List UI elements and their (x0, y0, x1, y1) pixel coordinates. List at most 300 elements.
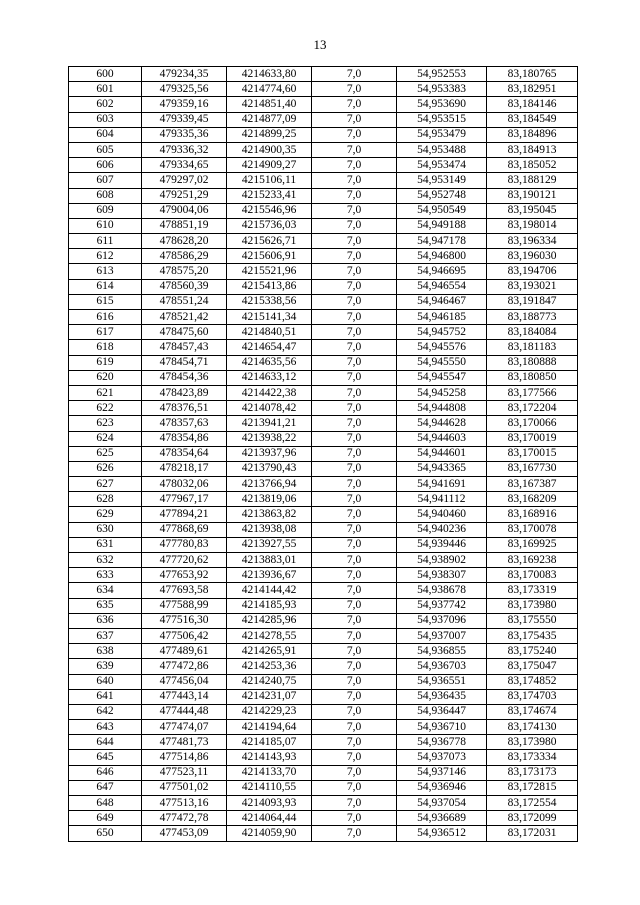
offset-cell: 7,0 (312, 142, 397, 157)
table-row (69, 188, 578, 203)
longitude-cell: 83,168916 (487, 507, 578, 522)
point-number-cell: 640 (69, 674, 142, 689)
latitude-cell: 54,946554 (397, 279, 487, 294)
latitude-cell: 54,936512 (397, 826, 487, 841)
x-coordinate-cell: 477506,42 (142, 628, 227, 643)
y-coordinate-cell: 4214194,64 (227, 720, 312, 735)
longitude-cell: 83,173980 (487, 735, 578, 750)
table-row (69, 401, 578, 416)
y-coordinate-cell: 4214774,60 (227, 82, 312, 97)
x-coordinate-cell: 477472,78 (142, 811, 227, 826)
offset-cell: 7,0 (312, 416, 397, 431)
offset-cell: 7,0 (312, 811, 397, 826)
offset-cell: 7,0 (312, 234, 397, 249)
point-number-cell: 642 (69, 704, 142, 719)
point-number-cell: 613 (69, 264, 142, 279)
point-number-cell: 643 (69, 720, 142, 735)
longitude-cell: 83,184084 (487, 325, 578, 340)
point-number-cell: 601 (69, 82, 142, 97)
table-row (69, 644, 578, 659)
x-coordinate-cell: 478521,42 (142, 310, 227, 325)
point-number-cell: 649 (69, 811, 142, 826)
latitude-cell: 54,953474 (397, 158, 487, 173)
x-coordinate-cell: 477481,73 (142, 735, 227, 750)
offset-cell: 7,0 (312, 765, 397, 780)
x-coordinate-cell: 477780,83 (142, 537, 227, 552)
y-coordinate-cell: 4213938,08 (227, 522, 312, 537)
x-coordinate-cell: 479339,45 (142, 112, 227, 127)
x-coordinate-cell: 477443,14 (142, 689, 227, 704)
latitude-cell: 54,953515 (397, 112, 487, 127)
x-coordinate-cell: 477516,30 (142, 613, 227, 628)
point-number-cell: 637 (69, 628, 142, 643)
latitude-cell: 54,941112 (397, 492, 487, 507)
offset-cell: 7,0 (312, 127, 397, 142)
coordinates-table-body (69, 67, 578, 842)
y-coordinate-cell: 4214185,07 (227, 735, 312, 750)
x-coordinate-cell: 478586,29 (142, 249, 227, 264)
y-coordinate-cell: 4214633,12 (227, 370, 312, 385)
latitude-cell: 54,953479 (397, 127, 487, 142)
table-row (69, 218, 578, 233)
latitude-cell: 54,952748 (397, 188, 487, 203)
point-number-cell: 625 (69, 446, 142, 461)
point-number-cell: 614 (69, 279, 142, 294)
latitude-cell: 54,945550 (397, 355, 487, 370)
point-number-cell: 619 (69, 355, 142, 370)
latitude-cell: 54,946467 (397, 294, 487, 309)
longitude-cell: 83,190121 (487, 188, 578, 203)
offset-cell: 7,0 (312, 628, 397, 643)
offset-cell: 7,0 (312, 431, 397, 446)
y-coordinate-cell: 4213883,01 (227, 553, 312, 568)
longitude-cell: 83,181183 (487, 340, 578, 355)
x-coordinate-cell: 477588,99 (142, 598, 227, 613)
offset-cell: 7,0 (312, 583, 397, 598)
x-coordinate-cell: 478475,60 (142, 325, 227, 340)
point-number-cell: 620 (69, 370, 142, 385)
table-row (69, 97, 578, 112)
longitude-cell: 83,188773 (487, 310, 578, 325)
table-row (69, 537, 578, 552)
x-coordinate-cell: 478357,63 (142, 416, 227, 431)
y-coordinate-cell: 4214059,90 (227, 826, 312, 841)
point-number-cell: 602 (69, 97, 142, 112)
y-coordinate-cell: 4215338,56 (227, 294, 312, 309)
longitude-cell: 83,170066 (487, 416, 578, 431)
longitude-cell: 83,168209 (487, 492, 578, 507)
table-row (69, 553, 578, 568)
point-number-cell: 607 (69, 173, 142, 188)
table-row (69, 203, 578, 218)
x-coordinate-cell: 478032,06 (142, 477, 227, 492)
table-row (69, 294, 578, 309)
latitude-cell: 54,936435 (397, 689, 487, 704)
offset-cell: 7,0 (312, 112, 397, 127)
y-coordinate-cell: 4214635,56 (227, 355, 312, 370)
x-coordinate-cell: 479251,29 (142, 188, 227, 203)
point-number-cell: 605 (69, 142, 142, 157)
x-coordinate-cell: 477513,16 (142, 796, 227, 811)
y-coordinate-cell: 4214285,96 (227, 613, 312, 628)
x-coordinate-cell: 477501,02 (142, 780, 227, 795)
x-coordinate-cell: 479325,56 (142, 82, 227, 97)
offset-cell: 7,0 (312, 537, 397, 552)
y-coordinate-cell: 4213941,21 (227, 416, 312, 431)
y-coordinate-cell: 4214840,51 (227, 325, 312, 340)
latitude-cell: 54,937073 (397, 750, 487, 765)
offset-cell: 7,0 (312, 264, 397, 279)
table-row (69, 416, 578, 431)
offset-cell: 7,0 (312, 659, 397, 674)
table-row (69, 264, 578, 279)
x-coordinate-cell: 477693,58 (142, 583, 227, 598)
table-row (69, 522, 578, 537)
longitude-cell: 83,194706 (487, 264, 578, 279)
coordinates-table (68, 66, 578, 842)
table-row (69, 583, 578, 598)
longitude-cell: 83,169925 (487, 537, 578, 552)
point-number-cell: 647 (69, 780, 142, 795)
x-coordinate-cell: 477453,09 (142, 826, 227, 841)
offset-cell: 7,0 (312, 461, 397, 476)
table-row (69, 340, 578, 355)
point-number-cell: 627 (69, 477, 142, 492)
offset-cell: 7,0 (312, 507, 397, 522)
longitude-cell: 83,175047 (487, 659, 578, 674)
longitude-cell: 83,177566 (487, 385, 578, 400)
x-coordinate-cell: 478560,39 (142, 279, 227, 294)
point-number-cell: 645 (69, 750, 142, 765)
longitude-cell: 83,188129 (487, 173, 578, 188)
y-coordinate-cell: 4214240,75 (227, 674, 312, 689)
x-coordinate-cell: 478376,51 (142, 401, 227, 416)
longitude-cell: 83,184896 (487, 127, 578, 142)
table-row (69, 735, 578, 750)
longitude-cell: 83,169238 (487, 553, 578, 568)
latitude-cell: 54,938678 (397, 583, 487, 598)
longitude-cell: 83,193021 (487, 279, 578, 294)
table-row (69, 370, 578, 385)
x-coordinate-cell: 478423,89 (142, 385, 227, 400)
x-coordinate-cell: 477653,92 (142, 568, 227, 583)
x-coordinate-cell: 479334,65 (142, 158, 227, 173)
longitude-cell: 83,173334 (487, 750, 578, 765)
point-number-cell: 615 (69, 294, 142, 309)
offset-cell: 7,0 (312, 97, 397, 112)
table-row (69, 750, 578, 765)
latitude-cell: 54,953149 (397, 173, 487, 188)
latitude-cell: 54,953690 (397, 97, 487, 112)
offset-cell: 7,0 (312, 173, 397, 188)
point-number-cell: 608 (69, 188, 142, 203)
latitude-cell: 54,937096 (397, 613, 487, 628)
y-coordinate-cell: 4215521,96 (227, 264, 312, 279)
longitude-cell: 83,175550 (487, 613, 578, 628)
point-number-cell: 650 (69, 826, 142, 841)
y-coordinate-cell: 4215141,34 (227, 310, 312, 325)
point-number-cell: 604 (69, 127, 142, 142)
latitude-cell: 54,936946 (397, 780, 487, 795)
table-row (69, 704, 578, 719)
table-row (69, 325, 578, 340)
y-coordinate-cell: 4213938,22 (227, 431, 312, 446)
longitude-cell: 83,180888 (487, 355, 578, 370)
offset-cell: 7,0 (312, 249, 397, 264)
y-coordinate-cell: 4213790,43 (227, 461, 312, 476)
offset-cell: 7,0 (312, 750, 397, 765)
point-number-cell: 630 (69, 522, 142, 537)
y-coordinate-cell: 4214078,42 (227, 401, 312, 416)
point-number-cell: 646 (69, 765, 142, 780)
x-coordinate-cell: 477894,21 (142, 507, 227, 522)
y-coordinate-cell: 4214231,07 (227, 689, 312, 704)
point-number-cell: 638 (69, 644, 142, 659)
offset-cell: 7,0 (312, 689, 397, 704)
latitude-cell: 54,945752 (397, 325, 487, 340)
offset-cell: 7,0 (312, 522, 397, 537)
point-number-cell: 606 (69, 158, 142, 173)
offset-cell: 7,0 (312, 477, 397, 492)
point-number-cell: 631 (69, 537, 142, 552)
x-coordinate-cell: 478628,20 (142, 234, 227, 249)
longitude-cell: 83,173319 (487, 583, 578, 598)
longitude-cell: 83,195045 (487, 203, 578, 218)
table-row (69, 158, 578, 173)
longitude-cell: 83,180765 (487, 67, 578, 82)
point-number-cell: 633 (69, 568, 142, 583)
y-coordinate-cell: 4213863,82 (227, 507, 312, 522)
offset-cell: 7,0 (312, 355, 397, 370)
offset-cell: 7,0 (312, 780, 397, 795)
y-coordinate-cell: 4214064,44 (227, 811, 312, 826)
x-coordinate-cell: 477514,86 (142, 750, 227, 765)
table-row (69, 431, 578, 446)
table-row (69, 507, 578, 522)
y-coordinate-cell: 4213819,06 (227, 492, 312, 507)
latitude-cell: 54,950549 (397, 203, 487, 218)
y-coordinate-cell: 4215413,86 (227, 279, 312, 294)
offset-cell: 7,0 (312, 203, 397, 218)
longitude-cell: 83,182951 (487, 82, 578, 97)
longitude-cell: 83,185052 (487, 158, 578, 173)
latitude-cell: 54,939446 (397, 537, 487, 552)
table-row (69, 598, 578, 613)
point-number-cell: 616 (69, 310, 142, 325)
offset-cell: 7,0 (312, 385, 397, 400)
latitude-cell: 54,945258 (397, 385, 487, 400)
x-coordinate-cell: 478354,64 (142, 446, 227, 461)
y-coordinate-cell: 4214229,23 (227, 704, 312, 719)
point-number-cell: 629 (69, 507, 142, 522)
x-coordinate-cell: 478454,71 (142, 355, 227, 370)
table-row (69, 811, 578, 826)
y-coordinate-cell: 4214144,42 (227, 583, 312, 598)
longitude-cell: 83,172031 (487, 826, 578, 841)
longitude-cell: 83,175435 (487, 628, 578, 643)
offset-cell: 7,0 (312, 446, 397, 461)
offset-cell: 7,0 (312, 294, 397, 309)
x-coordinate-cell: 477474,07 (142, 720, 227, 735)
y-coordinate-cell: 4214185,93 (227, 598, 312, 613)
y-coordinate-cell: 4214899,25 (227, 127, 312, 142)
longitude-cell: 83,172099 (487, 811, 578, 826)
latitude-cell: 54,937007 (397, 628, 487, 643)
table-row (69, 780, 578, 795)
table-row (69, 446, 578, 461)
point-number-cell: 632 (69, 553, 142, 568)
latitude-cell: 54,936855 (397, 644, 487, 659)
x-coordinate-cell: 478457,43 (142, 340, 227, 355)
table-row (69, 826, 578, 841)
offset-cell: 7,0 (312, 218, 397, 233)
point-number-cell: 648 (69, 796, 142, 811)
y-coordinate-cell: 4215606,91 (227, 249, 312, 264)
latitude-cell: 54,936778 (397, 735, 487, 750)
x-coordinate-cell: 477720,62 (142, 553, 227, 568)
longitude-cell: 83,172815 (487, 780, 578, 795)
point-number-cell: 600 (69, 67, 142, 82)
point-number-cell: 621 (69, 385, 142, 400)
longitude-cell: 83,170019 (487, 431, 578, 446)
y-coordinate-cell: 4215106,11 (227, 173, 312, 188)
longitude-cell: 83,167387 (487, 477, 578, 492)
table-row (69, 67, 578, 82)
point-number-cell: 623 (69, 416, 142, 431)
latitude-cell: 54,949188 (397, 218, 487, 233)
x-coordinate-cell: 479297,02 (142, 173, 227, 188)
x-coordinate-cell: 477456,04 (142, 674, 227, 689)
latitude-cell: 54,936710 (397, 720, 487, 735)
longitude-cell: 83,173173 (487, 765, 578, 780)
latitude-cell: 54,945576 (397, 340, 487, 355)
x-coordinate-cell: 477489,61 (142, 644, 227, 659)
offset-cell: 7,0 (312, 158, 397, 173)
latitude-cell: 54,944628 (397, 416, 487, 431)
y-coordinate-cell: 4214278,55 (227, 628, 312, 643)
offset-cell: 7,0 (312, 492, 397, 507)
x-coordinate-cell: 478354,86 (142, 431, 227, 446)
longitude-cell: 83,175240 (487, 644, 578, 659)
latitude-cell: 54,936447 (397, 704, 487, 719)
point-number-cell: 624 (69, 431, 142, 446)
y-coordinate-cell: 4214633,80 (227, 67, 312, 82)
table-row (69, 477, 578, 492)
latitude-cell: 54,952553 (397, 67, 487, 82)
latitude-cell: 54,937146 (397, 765, 487, 780)
x-coordinate-cell: 478851,19 (142, 218, 227, 233)
point-number-cell: 636 (69, 613, 142, 628)
point-number-cell: 626 (69, 461, 142, 476)
offset-cell: 7,0 (312, 704, 397, 719)
y-coordinate-cell: 4215546,96 (227, 203, 312, 218)
y-coordinate-cell: 4214654,47 (227, 340, 312, 355)
longitude-cell: 83,184549 (487, 112, 578, 127)
table-row (69, 492, 578, 507)
x-coordinate-cell: 479234,35 (142, 67, 227, 82)
y-coordinate-cell: 4213927,55 (227, 537, 312, 552)
point-number-cell: 639 (69, 659, 142, 674)
offset-cell: 7,0 (312, 325, 397, 340)
table-row (69, 461, 578, 476)
table-row (69, 249, 578, 264)
y-coordinate-cell: 4214253,36 (227, 659, 312, 674)
x-coordinate-cell: 477444,48 (142, 704, 227, 719)
point-number-cell: 635 (69, 598, 142, 613)
longitude-cell: 83,184146 (487, 97, 578, 112)
latitude-cell: 54,937054 (397, 796, 487, 811)
table-row (69, 355, 578, 370)
x-coordinate-cell: 477472,86 (142, 659, 227, 674)
latitude-cell: 54,946695 (397, 264, 487, 279)
y-coordinate-cell: 4214093,93 (227, 796, 312, 811)
latitude-cell: 54,936703 (397, 659, 487, 674)
point-number-cell: 641 (69, 689, 142, 704)
latitude-cell: 54,946185 (397, 310, 487, 325)
x-coordinate-cell: 479335,36 (142, 127, 227, 142)
point-number-cell: 628 (69, 492, 142, 507)
table-row (69, 659, 578, 674)
longitude-cell: 83,172204 (487, 401, 578, 416)
y-coordinate-cell: 4215626,71 (227, 234, 312, 249)
point-number-cell: 634 (69, 583, 142, 598)
latitude-cell: 54,941691 (397, 477, 487, 492)
latitude-cell: 54,936551 (397, 674, 487, 689)
offset-cell: 7,0 (312, 188, 397, 203)
latitude-cell: 54,940460 (397, 507, 487, 522)
longitude-cell: 83,184913 (487, 142, 578, 157)
table-row (69, 173, 578, 188)
x-coordinate-cell: 478551,24 (142, 294, 227, 309)
longitude-cell: 83,174130 (487, 720, 578, 735)
point-number-cell: 622 (69, 401, 142, 416)
latitude-cell: 54,944603 (397, 431, 487, 446)
latitude-cell: 54,946800 (397, 249, 487, 264)
y-coordinate-cell: 4214909,27 (227, 158, 312, 173)
longitude-cell: 83,167730 (487, 461, 578, 476)
x-coordinate-cell: 479359,16 (142, 97, 227, 112)
table-row (69, 279, 578, 294)
latitude-cell: 54,937742 (397, 598, 487, 613)
longitude-cell: 83,180850 (487, 370, 578, 385)
point-number-cell: 644 (69, 735, 142, 750)
y-coordinate-cell: 4214110,55 (227, 780, 312, 795)
x-coordinate-cell: 478218,17 (142, 461, 227, 476)
point-number-cell: 610 (69, 218, 142, 233)
latitude-cell: 54,944601 (397, 446, 487, 461)
x-coordinate-cell: 479336,32 (142, 142, 227, 157)
longitude-cell: 83,198014 (487, 218, 578, 233)
offset-cell: 7,0 (312, 796, 397, 811)
x-coordinate-cell: 479004,06 (142, 203, 227, 218)
longitude-cell: 83,172554 (487, 796, 578, 811)
offset-cell: 7,0 (312, 279, 397, 294)
table-row (69, 112, 578, 127)
offset-cell: 7,0 (312, 644, 397, 659)
y-coordinate-cell: 4214143,93 (227, 750, 312, 765)
y-coordinate-cell: 4215233,41 (227, 188, 312, 203)
latitude-cell: 54,940236 (397, 522, 487, 537)
y-coordinate-cell: 4215736,03 (227, 218, 312, 233)
longitude-cell: 83,174852 (487, 674, 578, 689)
y-coordinate-cell: 4214900,35 (227, 142, 312, 157)
offset-cell: 7,0 (312, 553, 397, 568)
longitude-cell: 83,174674 (487, 704, 578, 719)
longitude-cell: 83,174703 (487, 689, 578, 704)
table-row (69, 385, 578, 400)
longitude-cell: 83,173980 (487, 598, 578, 613)
longitude-cell: 83,191847 (487, 294, 578, 309)
